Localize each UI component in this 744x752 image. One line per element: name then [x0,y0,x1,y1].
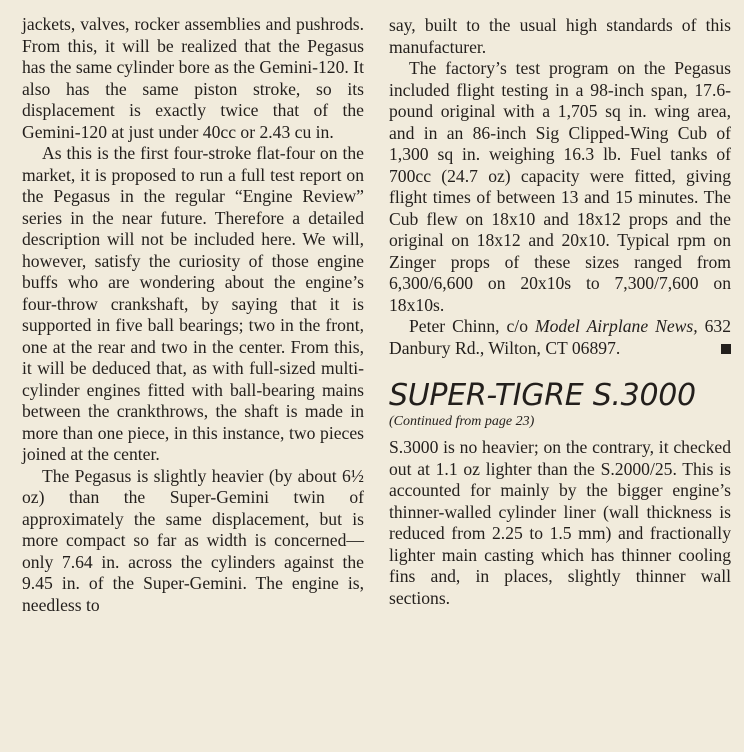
signoff-address: 632 Danbury Rd., Wilton, CT 06897. [389,316,731,358]
left-column [22,14,364,616]
left-paragraph-2: As this is the first four-stroke flat-four on the market, it is proposed to run a full test report on the Pegasus in the regular “Engine Review” series in the near future. Therefore a detailed description will not be included here. We will, however, satisfy the curiosity of those engine buffs who are wondering about the engine’s four-throw crankshaft, by saying that it is supported in five ball bearings; two in the front, one at the rear and two in the center. From this, it will be deduced that, as with full-sized multi-cylinder engines fitted with ball-bearing mains between the crankthrows, the shaft is made in more than one piece, in this instance, two pieces joined at the center. [22,143,364,464]
right-paragraph-2: The factory’s test program on the Pegasus included flight testing in a 98-inch span, 17.6-pound original with a 1,705 sq in. wing area, and in an 86-inch Sig Clipped-Wing Cub of 1,300 sq in. weighing 16.3 lb. Fuel tanks of 700cc (24.7 oz) capacity were fitted, giving flight times of between 13 and 15 minutes. The Cub flew on 18x10 and 18x12 props and the original on 18x12 and 20x10. Typical rpm on Zinger props of these sizes ranged from 6,300/6,600 on 20x10s to 7,300/7,600 on 18x10s. [389,58,731,315]
left-paragraph-1: jackets, valves, rocker assemblies and pushrods. From this, it will be realized that the Pegasus has the same cylinder bore as the Gemini-120. It also has the same piston stroke, so its displacement is exactly twice that of the Gemini-120 at just under 40cc or 2.43 cu in. [22,14,364,142]
article-heading: SUPER-TIGRE S.3000 [389,378,696,413]
signoff [389,316,731,359]
right-paragraph-3: S.3000 is no heavier; on the contrary, it checked out at 1.1 oz lighter than the S.2000/25. This is accounted for mainly by the bigger engine’s thinner-walled cylinder liner (wall thickness is reduced from 2.25 to 1.5 mm) and fractionally lighter main casting which has thinner cooling fins and, in places, slightly thinner wall sections. [389,437,731,608]
right-column [389,15,731,609]
signoff-author: Peter Chinn, c/o [409,316,528,336]
end-mark-icon [721,344,731,354]
right-paragraph-1: say, built to the usual high standards of this manufacturer. [389,15,731,57]
signoff-magazine: Model Airplane News, [534,316,698,336]
continued-note: (Continued from page 23) [389,414,535,429]
left-paragraph-3: The Pegasus is slightly heavier (by about 6½ oz) than the Super-Gemini twin of approximately the same displacement, but is more compact so far as width is concerned—only 7.64 in. across the cylinders against the 9.45 in. of the Super-Gemini. The engine is, needless to [22,465,364,615]
